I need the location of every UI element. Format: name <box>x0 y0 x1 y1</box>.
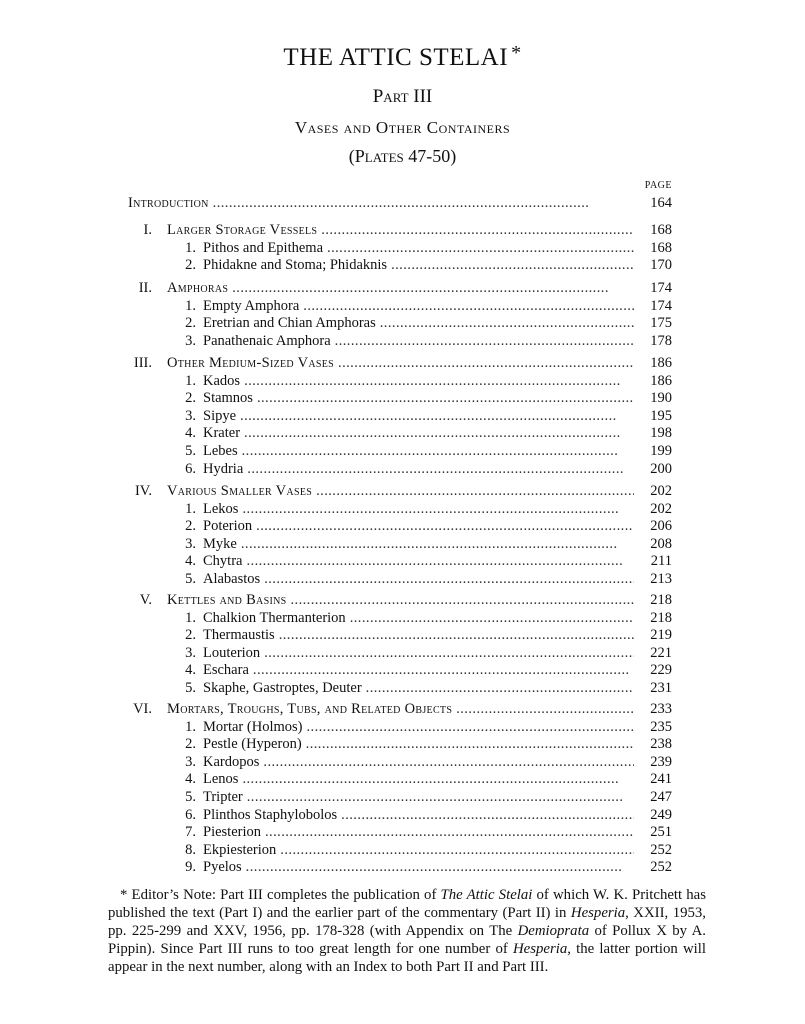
entry-label: Mortar (Holmos) <box>203 718 303 735</box>
dot-leader <box>306 718 634 736</box>
section-numeral: II. <box>138 280 152 296</box>
section-numeral: III. <box>133 355 152 371</box>
dot-leader <box>241 535 634 553</box>
toc-entry <box>128 841 672 859</box>
toc-entry <box>128 644 672 662</box>
toc-entry <box>128 753 672 771</box>
toc-entry <box>128 314 672 332</box>
toc-entry <box>128 407 672 425</box>
toc-section-heading <box>128 279 672 297</box>
toc-section-heading <box>128 591 672 609</box>
entry-number: 3. <box>185 407 196 424</box>
toc-entry <box>128 626 672 644</box>
entry-number: 3. <box>185 753 196 770</box>
section-numeral: VI. <box>133 701 152 717</box>
entry-number: 9. <box>185 859 196 876</box>
entry-label: Lebes <box>203 443 238 459</box>
page-number: 200 <box>650 460 672 477</box>
page-number: 252 <box>650 859 672 876</box>
entry-number: 4. <box>185 662 196 679</box>
page-number: 208 <box>650 535 672 552</box>
entry-number: 4. <box>185 425 196 442</box>
page-number: 170 <box>650 257 672 274</box>
page-number: 247 <box>650 789 672 805</box>
toc-entry <box>128 297 672 315</box>
page-number: 186 <box>650 355 672 371</box>
dot-leader <box>456 700 634 718</box>
page-column-label: PAGE <box>644 180 672 191</box>
entry-number: 3. <box>185 535 196 552</box>
page-number: 168 <box>650 222 672 238</box>
dot-leader <box>327 239 634 257</box>
note-text: * Editor’s Note: Part III completes the publication of <box>120 887 441 903</box>
dot-leader <box>265 823 634 841</box>
entry-label: Alabastos <box>203 571 261 587</box>
page-number: 233 <box>650 701 672 717</box>
toc-entry <box>128 535 672 553</box>
toc-entry <box>128 858 672 876</box>
toc-entry <box>128 552 672 570</box>
entry-label: Poterion <box>203 518 253 535</box>
entry-number: 4. <box>185 553 196 570</box>
entry-number: 2. <box>185 257 196 274</box>
dot-leader <box>366 679 634 697</box>
introduction-label: Introduction <box>128 195 209 211</box>
page-number: 202 <box>650 483 672 499</box>
entry-number: 1. <box>185 500 196 517</box>
toc-entry <box>128 389 672 407</box>
note-journal-title: Hesperia <box>570 905 626 921</box>
dot-leader <box>213 194 634 212</box>
part-heading: Part III <box>372 86 433 107</box>
page-number: 221 <box>650 644 672 661</box>
entry-label: Hydria <box>203 460 244 477</box>
dot-leader <box>335 332 634 350</box>
toc-entry <box>128 770 672 788</box>
entry-label: Kardopos <box>203 753 260 770</box>
editors-note-paragraph <box>108 886 706 976</box>
toc-entry <box>128 442 672 460</box>
toc-entry <box>128 570 672 588</box>
toc-entry <box>128 239 672 257</box>
entry-label: Thermaustis <box>203 627 275 644</box>
dot-leader <box>240 407 634 425</box>
page-title <box>0 42 805 72</box>
section-title: Various Smaller Vases <box>167 483 313 499</box>
note-text: , the latter portion will appear in the next number, along with an Index to both Part II and Part III. <box>108 941 706 975</box>
dot-leader <box>279 626 634 644</box>
dot-leader <box>341 806 634 824</box>
section-title: Amphoras <box>167 280 229 296</box>
page-number: 174 <box>650 297 672 314</box>
dot-leader <box>253 661 634 679</box>
entry-number: 1. <box>185 372 196 389</box>
dot-leader <box>242 442 634 460</box>
dot-leader <box>242 500 634 518</box>
editors-note <box>108 886 706 976</box>
entry-label: Eretrian and Chian Amphoras <box>203 315 376 332</box>
entry-label: Stamnos <box>203 390 253 407</box>
page-number: 239 <box>650 753 672 770</box>
entry-label: Pyelos <box>203 859 242 876</box>
entry-label: Sipye <box>203 407 237 424</box>
dot-leader <box>316 482 634 500</box>
entry-label: Skaphe, Gastroptes, Deuter <box>203 680 362 696</box>
dot-leader <box>303 297 634 315</box>
page-number: 231 <box>650 680 672 696</box>
toc-entry <box>128 609 672 627</box>
page-number: 218 <box>650 609 672 626</box>
page-number: 198 <box>650 425 672 442</box>
toc-entry <box>128 372 672 390</box>
toc-introduction <box>128 194 672 212</box>
subtitle: Vases and Other Containers <box>294 118 511 137</box>
toc-entry <box>128 517 672 535</box>
entry-number: 2. <box>185 736 196 753</box>
entry-number: 3. <box>185 644 196 661</box>
dot-leader <box>306 735 634 753</box>
entry-number: 8. <box>185 841 196 858</box>
dot-leader <box>257 389 634 407</box>
dot-leader <box>247 460 634 478</box>
plates-reference: (Plates 47-50) <box>348 146 457 166</box>
dot-leader <box>232 279 634 297</box>
toc-entry <box>128 500 672 518</box>
dot-leader <box>321 221 634 239</box>
page-number: 211 <box>650 553 672 570</box>
section-numeral: I. <box>143 222 152 238</box>
page-number: 174 <box>650 280 672 296</box>
note-journal-title: Hesperia <box>513 941 568 957</box>
page-number: 206 <box>650 518 672 535</box>
dot-leader <box>350 609 634 627</box>
entry-label: Chalkion Thermanterion <box>203 609 346 626</box>
page-number: 241 <box>650 771 672 788</box>
dot-leader <box>391 256 634 274</box>
page-number: 219 <box>650 627 672 644</box>
dot-leader <box>246 552 634 570</box>
toc-entry <box>128 806 672 824</box>
entry-number: 2. <box>185 315 196 332</box>
note-work-title: The Attic Stelai <box>440 887 533 903</box>
note-demioprata-title: Demioprata <box>517 923 590 939</box>
toc-entry <box>128 823 672 841</box>
entry-label: Pestle (Hyperon) <box>203 736 302 753</box>
page-number: 199 <box>650 443 672 459</box>
entry-number: 6. <box>185 460 196 477</box>
page-number: 195 <box>650 407 672 424</box>
section-numeral: IV. <box>134 483 152 499</box>
entry-label: Panathenaic Amphora <box>203 332 331 349</box>
dot-leader <box>280 841 634 859</box>
section-title: Larger Storage Vessels <box>167 222 318 238</box>
toc-entry <box>128 718 672 736</box>
entry-label: Chytra <box>203 553 243 570</box>
entry-label: Kados <box>203 372 241 389</box>
entry-number: 2. <box>185 390 196 407</box>
entry-number: 1. <box>185 297 196 314</box>
entry-number: 1. <box>185 239 196 256</box>
toc-entry <box>128 679 672 697</box>
toc-section-heading <box>128 482 672 500</box>
page-number: 252 <box>650 841 672 858</box>
page-number: 251 <box>650 824 672 841</box>
toc-entry <box>128 424 672 442</box>
page-number: 202 <box>650 500 672 517</box>
title-text: THE ATTIC STELAI <box>283 44 509 71</box>
dot-leader <box>256 517 634 535</box>
page-number: 175 <box>650 315 672 332</box>
entry-number: 1. <box>185 718 196 735</box>
dot-leader <box>244 372 634 390</box>
dot-leader <box>247 788 634 806</box>
note-text: , XXII, 1953, pp. 225-299 and XXV, 1956, pp. 178-328 (with Appendix on The <box>108 905 706 939</box>
section-numeral: V. <box>139 592 152 608</box>
dot-leader <box>246 858 634 876</box>
entry-label: Louterion <box>203 644 261 661</box>
note-text: of which W. K. Pritchett has published the text (Part I) and the earlier part of the commentary (Part II) in <box>108 887 707 921</box>
entry-number: 5. <box>185 789 196 805</box>
dot-leader <box>263 753 634 771</box>
page-number: 186 <box>650 372 672 389</box>
note-text: of Pollux X by A. Pippin). Since Part III runs to too great length for one number of <box>108 923 706 957</box>
section-title: Other Medium-Sized Vases <box>167 355 335 371</box>
entry-number: 2. <box>185 627 196 644</box>
entry-label: Phidakne and Stoma; Phidaknis <box>203 257 388 274</box>
toc-section-heading <box>128 700 672 718</box>
dot-leader <box>380 314 634 332</box>
dot-leader <box>244 424 634 442</box>
page-number: 178 <box>650 332 672 349</box>
entry-label: Lenos <box>203 771 239 788</box>
entry-label: Piesterion <box>203 824 261 841</box>
page-number: 190 <box>650 390 672 407</box>
entry-label: Eschara <box>203 662 249 679</box>
entry-number: 5. <box>185 680 196 696</box>
dot-leader <box>264 644 634 662</box>
section-title: Kettles and Basins <box>167 592 287 608</box>
dot-leader <box>290 591 634 609</box>
dot-leader <box>338 354 634 372</box>
toc-entry <box>128 460 672 478</box>
entry-number: 5. <box>185 443 196 459</box>
dot-leader <box>242 770 634 788</box>
entry-number: 1. <box>185 609 196 626</box>
entry-number: 6. <box>185 806 196 823</box>
entry-label: Pithos and Epithema <box>203 239 324 256</box>
entry-number: 2. <box>185 518 196 535</box>
dot-leader <box>264 570 634 588</box>
toc-entry <box>128 256 672 274</box>
entry-label: Ekpiesterion <box>203 841 277 858</box>
page-number: 229 <box>650 662 672 679</box>
entry-label: Tripter <box>203 789 243 805</box>
entry-label: Myke <box>203 535 237 552</box>
page-number: 249 <box>650 806 672 823</box>
section-title: Mortars, Troughs, Tubs, and Related Objects <box>167 701 453 717</box>
toc-entry <box>128 735 672 753</box>
page-number: 235 <box>650 718 672 735</box>
page-number: 164 <box>650 195 672 211</box>
page-number: 168 <box>650 239 672 256</box>
entry-label: Empty Amphora <box>203 297 300 314</box>
entry-number: 7. <box>185 824 196 841</box>
entry-number: 4. <box>185 771 196 788</box>
entry-label: Lekos <box>203 500 239 517</box>
entry-label: Krater <box>203 425 241 442</box>
page-number: 218 <box>650 592 672 608</box>
toc-section-heading <box>128 221 672 239</box>
toc-entry <box>128 788 672 806</box>
page-number: 213 <box>650 571 672 587</box>
toc-entry <box>128 661 672 679</box>
entry-label: Plinthos Staphylobolos <box>203 806 338 823</box>
entry-number: 5. <box>185 571 196 587</box>
toc-section-heading <box>128 354 672 372</box>
toc-entry <box>128 332 672 350</box>
page-number: 238 <box>650 736 672 753</box>
footnote-marker: * <box>511 42 522 64</box>
entry-number: 3. <box>185 332 196 349</box>
